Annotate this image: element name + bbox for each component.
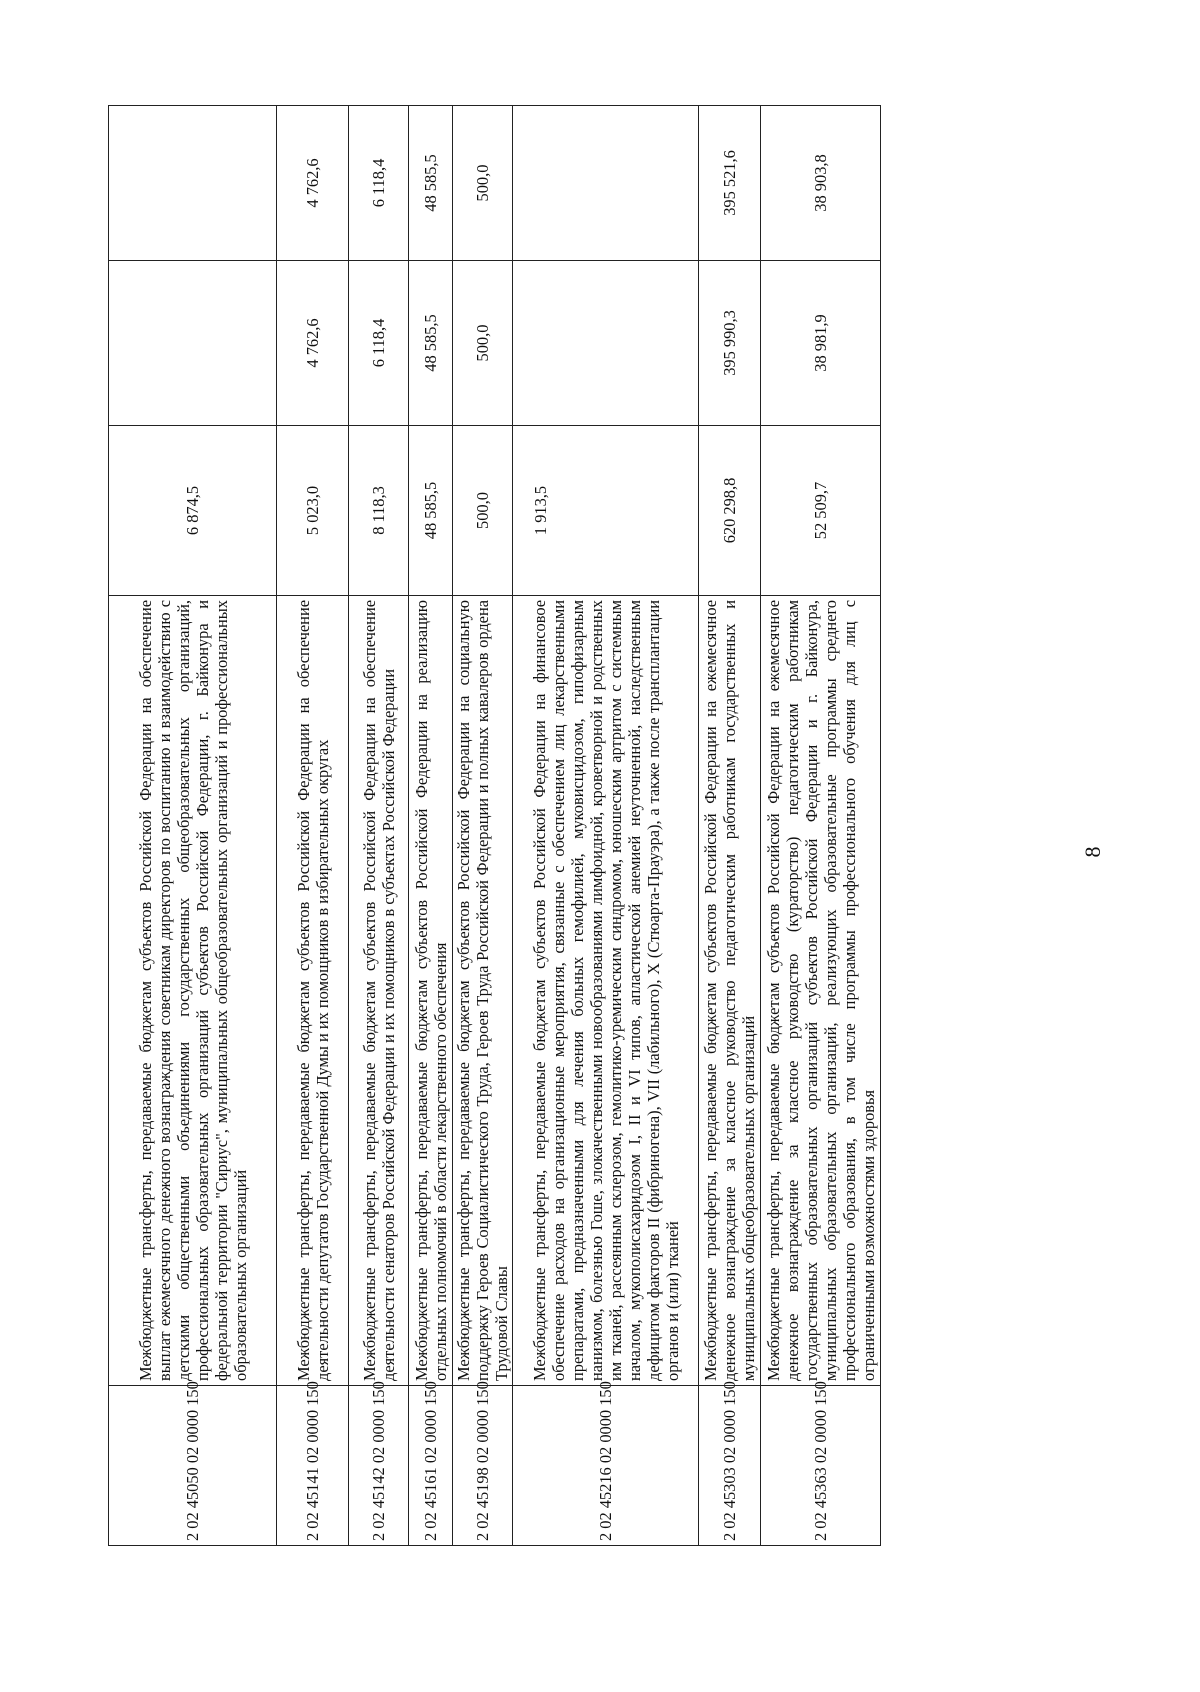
- value-year-1-cell: 5 023,0: [277, 426, 349, 596]
- value-year-1-cell: 48 585,5: [409, 426, 453, 596]
- value-year-2-cell: 4 762,6: [277, 261, 349, 426]
- value-year-3-cell: [513, 106, 699, 261]
- value-year-3-cell: 38 903,8: [761, 106, 881, 261]
- budget-code-cell: 2 02 45198 02 0000 150: [453, 1386, 513, 1546]
- table-row: [699, 106, 761, 1546]
- page-number: 8: [1080, 846, 1105, 858]
- table-row: [513, 106, 699, 1546]
- table-row: [277, 106, 349, 1546]
- value-year-1-cell: 620 298,8: [699, 426, 761, 596]
- table-row: [349, 106, 409, 1546]
- value-year-3-cell: 48 585,5: [409, 106, 453, 261]
- value-year-1-cell: 52 509,7: [761, 426, 881, 596]
- value-year-2-cell: [109, 261, 277, 426]
- description-cell: Межбюджетные трансферты, передаваемые бюджетам субъектов Российской Федерации на социальную поддержку Героев Социалистического Труда, Героев Труда Российской Федерации и полных кавалеров ордена Трудовой Славы: [453, 596, 513, 1386]
- value-year-1-cell: 500,0: [453, 426, 513, 596]
- value-year-3-cell: 4 762,6: [277, 106, 349, 261]
- description-cell: Межбюджетные трансферты, передаваемые бюджетам субъектов Российской Федерации на финансовое обеспечение расходов на организационные мероприятия, связанные с обеспечением лиц лекарственными препаратами, предназначенными для лечения больных гемофилией, муковисцидозом, гипофизарным нанизмом, болезнью Гоше, злокачественными новообразованиями лимфоидной, кроветворной и родственных им тканей, рассеянным склерозом, гемолитико-уремическим синдромом, юношеским артритом с системным началом, мукополисахаридозом I, II и VI типов, апластической анемией неуточненной, наследственным дефицитом факторов II (фибриногена), VII (лабильного), X (Стюарта-Прауэра), а также после трансплантации органов и (или) тканей: [513, 596, 699, 1386]
- value-year-2-cell: 500,0: [453, 261, 513, 426]
- table-row: [409, 106, 453, 1546]
- table-row: [761, 106, 881, 1546]
- table-row: [109, 106, 277, 1546]
- budget-code-cell: 2 02 45216 02 0000 150: [513, 1386, 699, 1546]
- budget-code-cell: 2 02 45303 02 0000 150: [699, 1386, 761, 1546]
- budget-code-cell: 2 02 45050 02 0000 150: [109, 1386, 277, 1546]
- description-cell: Межбюджетные трансферты, передаваемые бюджетам субъектов Российской Федерации на обеспечение деятельности сенаторов Российской Федерации и их помощников в субъектах Российской Федерации: [349, 596, 409, 1386]
- budget-code-cell: 2 02 45141 02 0000 150: [277, 1386, 349, 1546]
- description-cell: Межбюджетные трансферты, передаваемые бюджетам субъектов Российской Федерации на реализацию отдельных полномочий в области лекарственного обеспечения: [409, 596, 453, 1386]
- value-year-3-cell: [109, 106, 277, 261]
- description-cell: Межбюджетные трансферты, передаваемые бюджетам субъектов Российской Федерации на ежемесячное денежное вознаграждение за классное руководство (кураторство) педагогическим работникам государственных образовательных организаций субъектов Российской Федерации и г. Байконура, муниципальных образовательных организаций, реализующих образовательные программы среднего профессионального образования, в том числе программы профессионального обучения для лиц с ограниченными возможностями здоровья: [761, 596, 881, 1386]
- description-cell: Межбюджетные трансферты, передаваемые бюджетам субъектов Российской Федерации на ежемесячное денежное вознаграждение за классное руководство педагогическим работникам государственных и муниципальных общеобразовательных организаций: [699, 596, 761, 1386]
- value-year-3-cell: 500,0: [453, 106, 513, 261]
- description-cell: Межбюджетные трансферты, передаваемые бюджетам субъектов Российской Федерации на обеспечение выплат ежемесячного денежного вознаграждения советникам директоров по воспитанию и взаимодействию с детскими общественными объединениями государственных общеобразовательных организаций, профессиональных образовательных организаций субъектов Российской Федерации, г. Байконура и федеральной территории "Сириус", муниципальных общеобразовательных организаций и профессиональных образовательных организаций: [109, 596, 277, 1386]
- value-year-1-cell: 1 913,5: [513, 426, 699, 596]
- value-year-2-cell: 38 981,9: [761, 261, 881, 426]
- value-year-2-cell: [513, 261, 699, 426]
- value-year-1-cell: 6 874,5: [109, 426, 277, 596]
- budget-code-cell: 2 02 45161 02 0000 150: [409, 1386, 453, 1546]
- value-year-2-cell: 48 585,5: [409, 261, 453, 426]
- value-year-3-cell: 395 521,6: [699, 106, 761, 261]
- budget-code-cell: 2 02 45142 02 0000 150: [349, 1386, 409, 1546]
- table-row: [453, 106, 513, 1546]
- value-year-3-cell: 6 118,4: [349, 106, 409, 261]
- budget-code-cell: 2 02 45363 02 0000 150: [761, 1386, 881, 1546]
- value-year-2-cell: 6 118,4: [349, 261, 409, 426]
- value-year-2-cell: 395 990,3: [699, 261, 761, 426]
- budget-table: [108, 105, 881, 1546]
- value-year-1-cell: 8 118,3: [349, 426, 409, 596]
- description-cell: Межбюджетные трансферты, передаваемые бюджетам субъектов Российской Федерации на обеспечение деятельности депутатов Государственной Думы и их помощников в избирательных округах: [277, 596, 349, 1386]
